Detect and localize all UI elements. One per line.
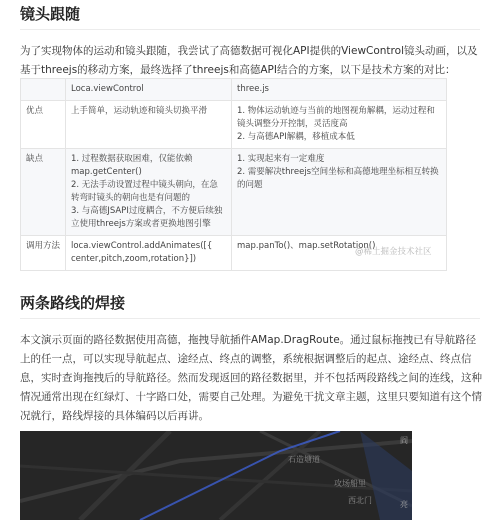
cell-text: 1. 物体运动轨迹与当前的地图视角解耦，运动过程和镜头调整分开控制，灵活度高 xyxy=(237,106,435,129)
heading-divider xyxy=(20,318,480,319)
section-paragraph-camera-follow: 为了实现物体的运动和镜头跟随，我尝试了高德数据可视化API提供的ViewControl镜头动画，以及基于threejs的移动方案，最终选择了threejs和高德API结合的方案，以下是技术方案的对比： xyxy=(20,45,478,76)
table-cell xyxy=(66,101,232,149)
table-cell xyxy=(232,101,447,149)
table-row xyxy=(21,149,447,236)
table-header-cell xyxy=(21,79,66,101)
map-label: 石造塘道 xyxy=(288,455,320,464)
row-label: 优点 xyxy=(21,101,66,149)
table-cell xyxy=(66,236,232,271)
cell-text: 3. 与高德JSAPI过度耦合，不方便后续独立使用threejs方案或者更换地图引擎 xyxy=(71,206,223,229)
section-heading-camera-follow: 镜头跟随 xyxy=(20,5,81,23)
cell-text: 1. 实现起来有一定难度 xyxy=(237,154,325,164)
table-cell xyxy=(232,149,447,236)
map-label: 攻场船里 xyxy=(334,479,366,488)
section-heading-route-welding: 两条路线的焊接 xyxy=(20,294,126,312)
row-label: 调用方法 xyxy=(21,236,66,271)
cell-text: 2. 需要解决threejs空间坐标和高德地理坐标相互转换的问题 xyxy=(237,167,439,190)
table-row xyxy=(21,101,447,149)
table-header-row xyxy=(21,79,447,101)
map-roads xyxy=(20,431,412,520)
map-label: 西北门 xyxy=(348,496,372,505)
watermark: @稀土掘金技术社区 xyxy=(355,247,432,257)
cell-text: map.panTo()、map.setRotation() xyxy=(237,241,376,251)
map-label: 亮 xyxy=(400,500,408,509)
heading-divider xyxy=(20,29,480,30)
comparison-table xyxy=(20,78,447,271)
cell-text: loca.viewControl.addAnimates([{ center,pitch,zoom,rotation}]) xyxy=(71,241,213,264)
cell-text: 1. 过程数据获取困难，仅能依赖map.getCenter() xyxy=(71,154,193,177)
table-header-cell: Loca.viewControl xyxy=(66,79,232,101)
section-paragraph-route-welding: 本文演示页面的路径数据使用高德，拖拽导航插件AMap.DragRoute。通过鼠标拖拽已有导航路径上的任一点，可以实现导航起点、途经点、终点的调整，系统根据调整后的起点、途经点、终点信息，实时查询拖拽后的导航路径。然而发现返回的路径数据里，并不包括两段路线之间的连线，这种情况通常出现在红绿灯、十字路口处，需要自己处理。为避免干扰文章主题，这里只要知道有这个情况就行，路线焊接的具体编码以后再讲。 xyxy=(20,334,482,422)
cell-text: 2. 无法手动设置过程中镜头朝向，在急转弯时镜头的朝向也是有问题的 xyxy=(71,180,218,203)
row-label: 缺点 xyxy=(21,149,66,236)
map-screenshot xyxy=(20,431,412,520)
table-cell xyxy=(66,149,232,236)
cell-text: 上手简单，运动轨迹和镜头切换平滑 xyxy=(71,106,208,116)
cell-text: 2. 与高德API解耦，移植成本低 xyxy=(237,132,355,142)
map-label: 阎 xyxy=(400,436,408,445)
table-header-cell: three.js xyxy=(232,79,447,101)
